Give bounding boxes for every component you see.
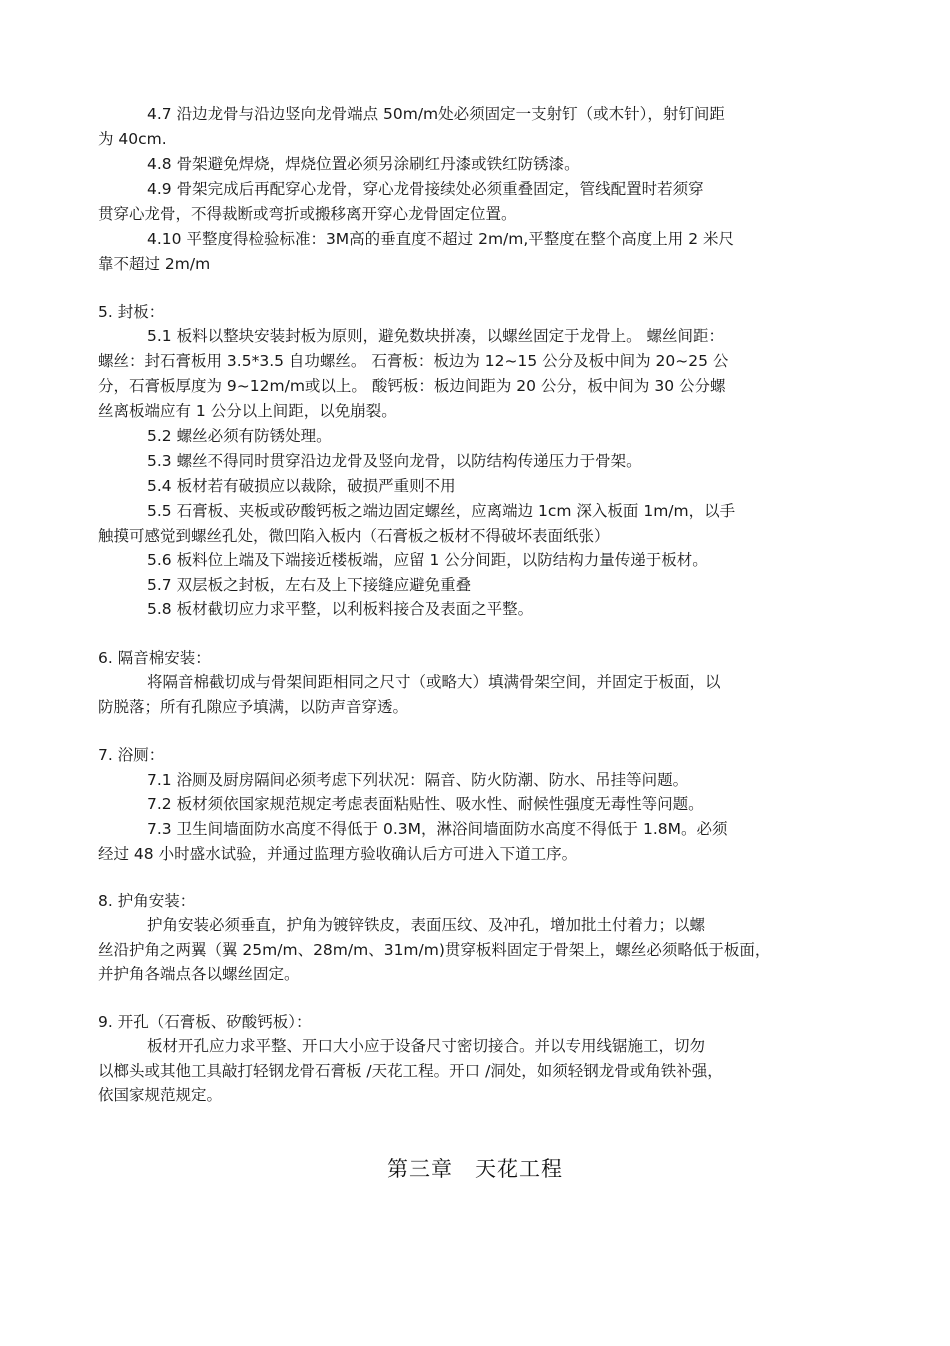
text-line: 4.10 平整度得检验标准：3M高的垂直度不超过 2m/m,平整度在整个高度上用 2 米尺	[147, 230, 735, 248]
text-line: 5.5 石膏板、夹板或矽酸钙板之端边固定螺丝，应离端边 1cm 深入板面 1m/m，以手	[147, 502, 736, 520]
text-line: 5.2 螺丝必须有防锈处理。	[147, 427, 332, 445]
text-line: 板材开孔应力求平整、开口大小应于设备尺寸密切接合。并以专用线锯施工，切勿	[147, 1037, 706, 1055]
text-line: 丝离板端应有 1 公分以上间距，以免崩裂。	[98, 402, 397, 420]
text-line: 分，石膏板厚度为 9~12m/m或以上。 酸钙板：板边间距为 20 公分，板中间为 30 公分螺	[98, 377, 726, 395]
section-heading: 8. 护角安装：	[98, 892, 196, 910]
text-line: 靠不超过 2m/m	[98, 255, 211, 273]
text-line: 5.3 螺丝不得同时贯穿沿边龙骨及竖向龙骨，以防结构传递压力于骨架。	[147, 452, 642, 470]
text-line: 并护角各端点各以螺丝固定。	[98, 965, 300, 983]
text-line: 5.4 板材若有破损应以裁除，破损严重则不用	[147, 477, 456, 495]
text-line: 为 40cm.	[98, 130, 167, 148]
text-line: 7.2 板材须依国家规范规定考虑表面粘贴性、吸水性、耐候性强度无毒性等问题。	[147, 795, 704, 813]
text-line: 4.7 沿边龙骨与沿边竖向龙骨端点 50m/m处必须固定一支射钉（或木针），射钉间距	[147, 105, 725, 123]
text-line: 将隔音棉截切成与骨架间距相同之尺寸（或略大）填满骨架空间，并固定于板面，以	[147, 673, 721, 691]
text-line: 螺丝：封石膏板用 3.5*3.5 自功螺丝。 石膏板：板边为 12~15 公分及板中间为 20~25 公	[98, 352, 729, 370]
text-line: 护角安装必须垂直，护角为镀锌铁皮，表面压纹、及冲孔，增加批土付着力；以螺	[147, 916, 706, 934]
text-line: 贯穿心龙骨，不得裁断或弯折或搬移离开穿心龙骨固定位置。	[98, 205, 517, 223]
section-heading: 6. 隔音棉安装：	[98, 649, 211, 667]
text-line: 4.9 骨架完成后再配穿心龙骨，穿心龙骨接续处必须重叠固定，管线配置时若须穿	[147, 180, 704, 198]
text-line: 7.1 浴厕及厨房隔间必须考虑下列状况：隔音、防火防潮、防水、吊挂等问题。	[147, 771, 689, 789]
text-line: 5.7 双层板之封板，左右及上下接缝应避免重叠	[147, 576, 472, 594]
text-line: 5.1 板料以整块安装封板为原则，避免数块拼凑，以螺丝固定于龙骨上。 螺丝间距：	[147, 327, 725, 345]
section-heading: 9. 开孔（石膏板、矽酸钙板）：	[98, 1013, 312, 1031]
text-line: 依国家规范规定。	[98, 1086, 223, 1104]
text-line: 丝沿护角之两翼（翼 25m/m、28m/m、31m/m)贯穿板料固定于骨架上，螺丝必须略低于板面，	[98, 941, 771, 959]
text-line: 5.8 板材截切应力求平整，以利板料接合及表面之平整。	[147, 600, 534, 618]
text-line: 防脱落；所有孔隙应予填满，以防声音穿透。	[98, 698, 409, 716]
section-heading: 7. 浴厕：	[98, 746, 165, 764]
chapter-title: 第三章 天花工程	[387, 1157, 563, 1181]
text-line: 7.3 卫生间墙面防水高度不得低于 0.3M，淋浴间墙面防水高度不得低于 1.8M。必须	[147, 820, 728, 838]
text-line: 4.8 骨架避免焊烧，焊烧位置必须另涂刷红丹漆或铁红防锈漆。	[147, 155, 580, 173]
text-line: 触摸可感觉到螺丝孔处，微凹陷入板内（石膏板之板材不得破坏表面纸张）	[98, 527, 610, 545]
section-heading: 5. 封板：	[98, 303, 165, 321]
text-line: 以榔头或其他工具敲打轻钢龙骨石膏板 /天花工程。开口 /洞处，如须轻钢龙骨或角铁补强，	[98, 1062, 723, 1080]
text-line: 5.6 板料位上端及下端接近楼板端，应留 1 公分间距，以防结构力量传递于板材。	[147, 551, 708, 569]
text-line: 经过 48 小时盛水试验，并通过监理方验收确认后方可进入下道工序。	[98, 845, 578, 863]
